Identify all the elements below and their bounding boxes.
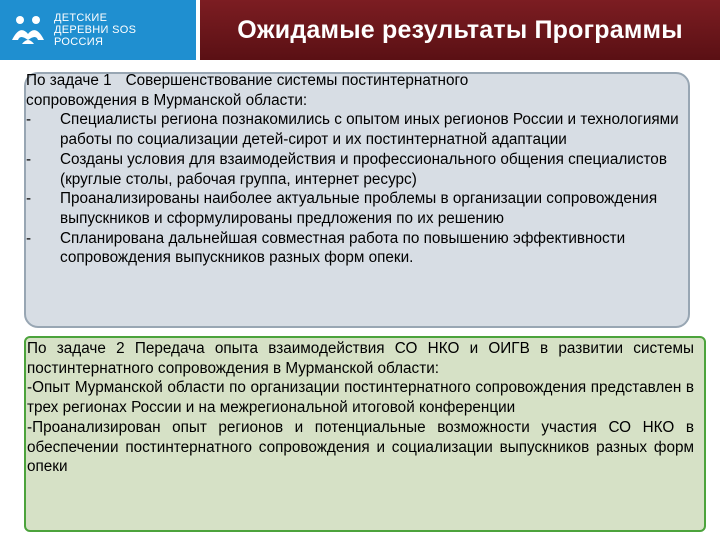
task1-bullet [26,229,710,268]
task2-heading: По задаче 2 Передача опыта взаимодействия СО НКО и ОИГВ в развитии системы постинтернатного сопровождения в Мурманской области: [27,340,694,377]
task2-item-2: -Проанализирован опыт регионов и потенциальные возможности участия СО НКО в обеспечении постинтернатного сопровождения и социализации выпускников разных форм опеки [27,418,694,476]
bullet-dash: - [26,150,32,168]
bullet-dash: - [26,111,32,129]
title-bar [200,0,720,60]
logo-line-2: ДЕРЕВНИ SOS [54,24,137,36]
logo [0,0,196,60]
task1-number: По задаче 1 [26,72,112,89]
bullet-dash: - [26,229,32,247]
task1-title-cont: сопровождения в Мурманской области: [26,91,308,109]
task2-item-1: -Опыт Мурманской области по организации постинтернатного сопровождения представлен в трех регионах России и на межрегиональной итоговой конференции [27,379,694,417]
task2-content [27,339,694,477]
page-title: Ожидамые результаты Программы [237,15,683,44]
bullet-dash: - [26,190,32,208]
task1-bullet [26,150,710,189]
task1-heading [26,71,710,91]
bullet-text: Спланирована дальнейшая совместная работа по повышению эффективности сопровождения выпускников разных форм опеки. [60,229,626,267]
logo-line-3: РОССИЯ [54,36,104,48]
task1-content [26,71,710,268]
task1-bullet [26,189,710,228]
bullet-text: Специалисты региона познакомились с опытом иных регионов России и технологиями работы по социализации детей-сирот и их постинтернатной адаптации [60,111,679,149]
bullet-text: Созданы условия для взаимодействия и профессионального общения специалистов (круглые столы, рабочая группа, интернет ресурс) [60,150,667,188]
children-sos-logo-icon [8,10,48,50]
logo-line-1: ДЕТСКИЕ [54,12,108,24]
logo-text [54,12,136,48]
task1-bullet [26,110,710,149]
task1-title: Совершенствование системы постинтернатного [125,72,469,89]
bullet-text: Проанализированы наиболее актуальные проблемы в организации сопровождения выпускников и сформулированы предложения по их решению [60,190,658,227]
